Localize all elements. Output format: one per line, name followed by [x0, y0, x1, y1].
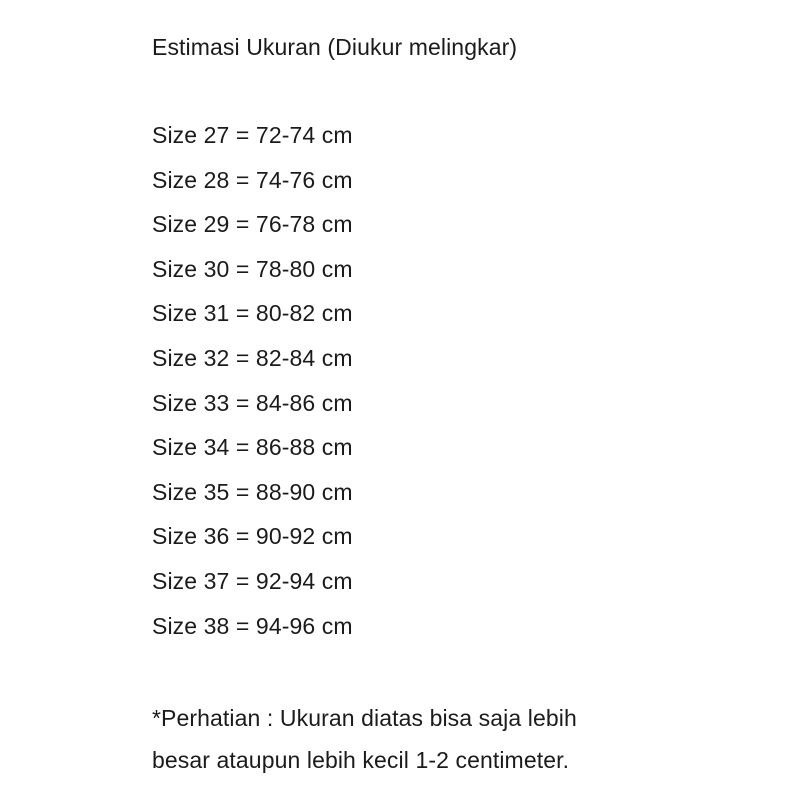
- size-row: Size 38 = 94-96 cm: [152, 612, 353, 639]
- size-row: Size 36 = 90-92 cm: [152, 523, 353, 550]
- size-row: Size 30 = 78-80 cm: [152, 255, 353, 282]
- size-row: Size 33 = 84-86 cm: [152, 389, 353, 416]
- size-row: Size 27 = 72-74 cm: [152, 122, 353, 148]
- attention-note-line: besar ataupun lebih kecil 1-2 centimeter.: [152, 747, 570, 773]
- size-row: Size 29 = 76-78 cm: [152, 211, 353, 238]
- size-row: Size 37 = 92-94 cm: [152, 567, 353, 594]
- size-row: Size 32 = 82-84 cm: [152, 344, 353, 371]
- size-guide-title: Estimasi Ukuran (Diukur melingkar): [152, 34, 518, 60]
- size-row: Size 34 = 86-88 cm: [152, 434, 353, 461]
- size-row: Size 31 = 80-82 cm: [152, 300, 353, 327]
- size-row: Size 28 = 74-76 cm: [152, 166, 353, 193]
- attention-note: [152, 697, 577, 781]
- size-row: Size 35 = 88-90 cm: [152, 478, 353, 505]
- size-list: [152, 117, 353, 652]
- attention-note-line: *Perhatian : Ukuran diatas bisa saja lebih: [152, 705, 577, 731]
